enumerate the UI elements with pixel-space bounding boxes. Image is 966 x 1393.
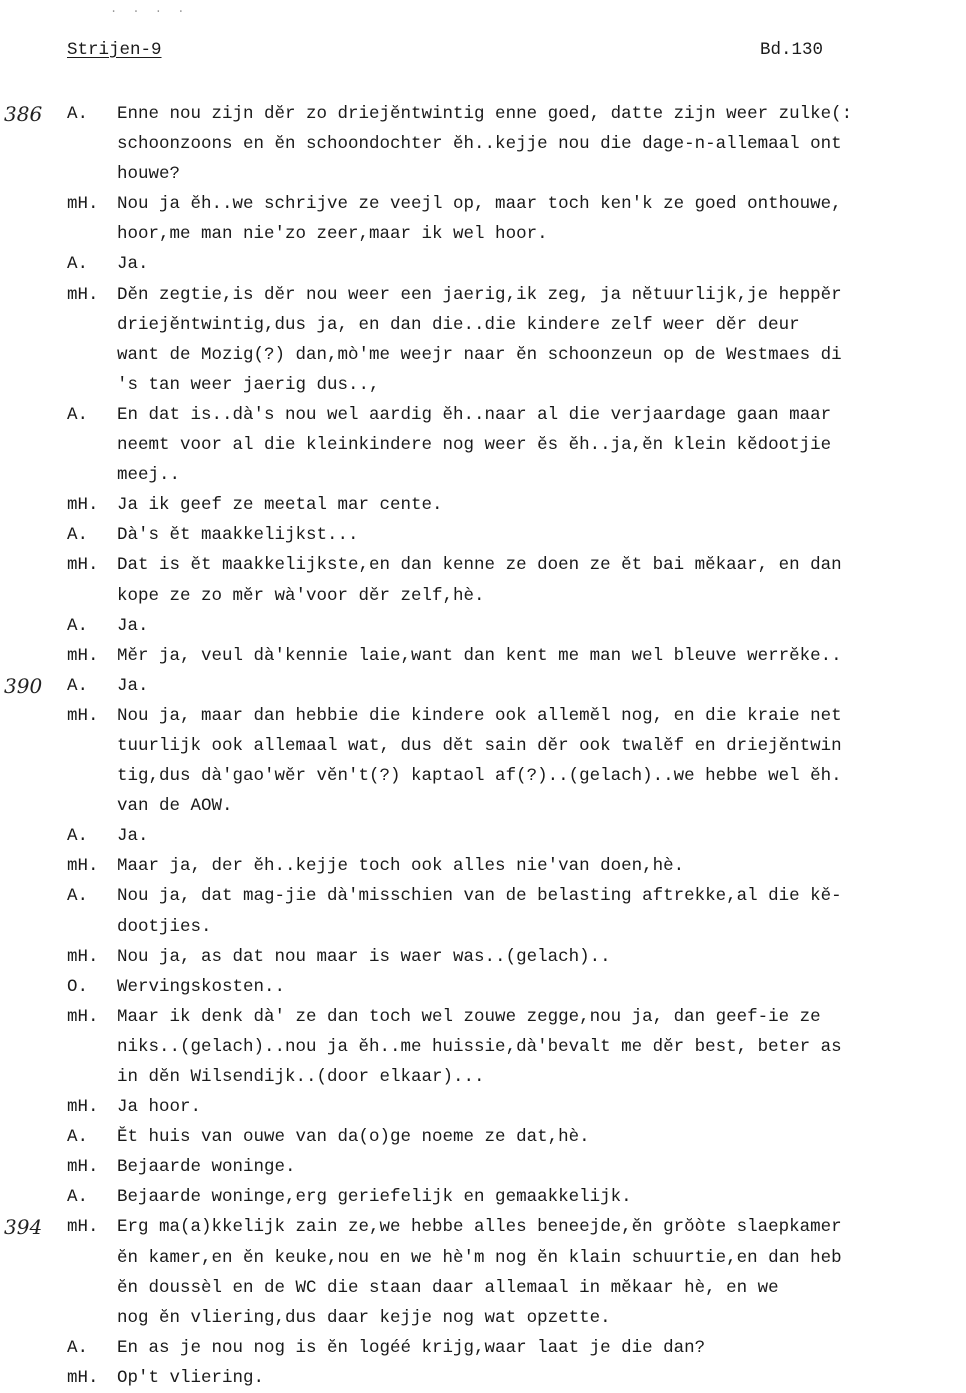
transcript-turn — [0, 1002, 966, 1092]
speaker-label: A. — [67, 104, 89, 124]
speaker-label: A. — [67, 1127, 89, 1148]
utterance — [117, 189, 966, 249]
transcript-turn — [0, 821, 966, 851]
utterance-line: Dat is ĕt maakkelijkste,en dan kenne ze doen ze ĕt bai mĕkaar, en dan — [117, 555, 842, 576]
utterance-line: Bejaarde woninge. — [117, 1157, 296, 1178]
utterance — [117, 821, 966, 851]
transcript-turn — [0, 641, 966, 671]
utterance-line: Enne nou zijn dĕr zo driejĕntwintig enne goed, datte zijn weer zulke(: — [117, 104, 853, 124]
utterance-line: Nou ja, maar dan hebbie die kindere ook allemĕl nog, en die kraie net — [117, 705, 842, 726]
speaker-label: A. — [67, 1187, 89, 1208]
transcript-turn — [0, 550, 966, 610]
document-title: Strijen-9 — [67, 40, 162, 60]
utterance-line: meej.. — [117, 465, 181, 486]
transcript-turn — [0, 1333, 966, 1363]
transcript-turn — [0, 1122, 966, 1152]
utterance — [117, 1122, 966, 1152]
utterance — [117, 1363, 966, 1393]
speaker-label: mH. — [67, 946, 99, 967]
transcript-turn — [0, 99, 966, 189]
page-reference: Bd.130 — [760, 40, 824, 60]
speaker-label: mH. — [67, 856, 99, 877]
utterance-line: van de AOW. — [117, 796, 233, 817]
utterance — [117, 881, 966, 941]
speaker-label: A. — [67, 404, 89, 425]
utterance-line: Op't vliering. — [117, 1367, 265, 1388]
margin-line-number: 394 — [4, 1215, 43, 1240]
speaker-label: mH. — [67, 555, 99, 576]
speaker-label: O. — [67, 976, 89, 997]
transcript-turn — [0, 671, 966, 701]
utterance — [117, 490, 966, 520]
speaker-label: A. — [67, 886, 89, 907]
utterance — [117, 1092, 966, 1122]
utterance — [117, 1002, 966, 1092]
margin-line-number: 386 — [4, 102, 43, 126]
utterance-line: Dĕn zegtie,is dĕr nou weer een jaerig,ik zeg, ja nĕtuurlijk,je heppĕr — [117, 284, 842, 305]
utterance-line: Nou ja ĕh..we schrijve ze veejl op, maar toch ken'k ze goed onthouwe, — [117, 194, 842, 215]
speaker-label: A. — [67, 525, 89, 546]
utterance-line: neemt voor al die kleinkindere nog weer ĕs ĕh..ja,ĕn klein kĕdootjie — [117, 435, 832, 456]
transcript-turn — [0, 1182, 966, 1212]
margin-line-number: 390 — [4, 673, 43, 698]
transcript-turn — [0, 611, 966, 641]
speaker-label: mH. — [67, 194, 99, 215]
utterance — [117, 851, 966, 881]
utterance-line: tig,dus dà'gao'wĕr vĕn't(?) kaptaol af(?)..(gelach)..we hebbe wel ĕh. — [117, 766, 842, 787]
utterance-line: Nou ja, dat mag-jie dà'misschien van de belasting aftrekke,al die kĕ- — [117, 886, 842, 907]
utterance — [117, 1152, 966, 1182]
utterance-line: Maar ja, der ĕh..kejje toch ook alles nie'van doen,hè. — [117, 856, 685, 877]
transcript-turn — [0, 972, 966, 1002]
utterance-line: schoonzoons en ĕn schoondochter ĕh..kejje nou die dage-n-allemaal ont — [117, 134, 842, 155]
utterance-line: want de Mozig(?) dan,mò'me weejr naar ĕn schoonzeun op de Westmaes di — [117, 344, 842, 365]
utterance-line: 's tan weer jaerig dus.., — [117, 374, 380, 395]
utterance-line: Ja hoor. — [117, 1097, 202, 1118]
speaker-label: mH. — [67, 495, 99, 516]
speaker-label: mH. — [67, 705, 99, 726]
transcript-turn — [0, 942, 966, 972]
utterance — [117, 671, 966, 701]
utterance — [117, 520, 966, 550]
utterance-line: Ja. — [117, 615, 149, 636]
speaker-label: mH. — [67, 1157, 99, 1178]
speaker-label: A. — [67, 1337, 89, 1358]
utterance-line: niks..(gelach)..nou ja ĕh..me huissie,dà'bevalt me dĕr best, beter as — [117, 1036, 842, 1057]
utterance-line: nog ĕn vliering,dus daar kejje nog wat opzette. — [117, 1307, 611, 1328]
utterance-line: ĕn kamer,en ĕn keuke,nou en we hè'm nog ĕn klain schuurtie,en dan heb — [117, 1247, 842, 1268]
transcript-turn — [0, 189, 966, 249]
transcript-turn — [0, 1363, 966, 1393]
utterance-line: houwe? — [117, 164, 181, 185]
speaker-label: mH. — [67, 1097, 99, 1118]
utterance — [117, 701, 966, 821]
top-marks: . . . . — [110, 2, 189, 16]
transcript-turn — [0, 1152, 966, 1182]
transcript-turn — [0, 249, 966, 279]
utterance-line: driejĕntwintig,dus ja, en dan die..die kindere zelf weer dĕr deur — [117, 314, 800, 335]
speaker-label: mH. — [67, 1367, 99, 1388]
transcript-turn — [0, 1092, 966, 1122]
transcript-turn — [0, 701, 966, 821]
utterance — [117, 280, 966, 400]
utterance-line: Nou ja, as dat nou maar is waer was..(gelach).. — [117, 946, 611, 967]
speaker-label: mH. — [67, 645, 99, 666]
speaker-label: mH. — [67, 1217, 99, 1238]
utterance-line: Ja. — [117, 826, 149, 847]
utterance — [117, 99, 966, 189]
transcript-turn — [0, 490, 966, 520]
utterance — [117, 400, 966, 490]
utterance-line: Wervingskosten.. — [117, 976, 286, 997]
speaker-label: mH. — [67, 284, 99, 305]
utterance — [117, 641, 966, 671]
utterance — [117, 249, 966, 279]
utterance-line: Bejaarde woninge,erg geriefelijk en gemaakkelijk. — [117, 1187, 632, 1208]
utterance — [117, 972, 966, 1002]
utterance-line: tuurlijk ook allemaal wat, dus dĕt sain dĕr ook twalĕf en driejĕntwin — [117, 735, 842, 756]
speaker-label: A. — [67, 675, 89, 696]
speaker-label: A. — [67, 826, 89, 847]
utterance — [117, 550, 966, 610]
transcript-turn — [0, 1212, 966, 1332]
utterance-line: kope ze zo mĕr wà'voor dĕr zelf,hè. — [117, 585, 485, 606]
utterance-line: En dat is..dà's nou wel aardig ĕh..naar al die verjaardage gaan maar — [117, 404, 832, 425]
utterance — [117, 1333, 966, 1363]
utterance — [117, 1212, 966, 1332]
utterance — [117, 942, 966, 972]
utterance-line: in dĕn Wilsendijk..(door elkaar)... — [117, 1067, 485, 1087]
utterance — [117, 1182, 966, 1212]
transcript — [0, 99, 966, 1393]
speaker-label: A. — [67, 254, 89, 275]
utterance-line: Ja. — [117, 675, 149, 696]
utterance-line: Maar ik denk dà' ze dan toch wel zouwe zegge,nou ja, dan geef-ie ze — [117, 1006, 821, 1027]
utterance-line: Ja. — [117, 254, 149, 275]
speaker-label: mH. — [67, 1006, 99, 1027]
transcript-turn — [0, 400, 966, 490]
utterance-line: dootjies. — [117, 916, 212, 937]
utterance-line: Ja ik geef ze meetal mar cente. — [117, 495, 443, 516]
utterance — [117, 611, 966, 641]
utterance-line: Erg ma(a)kkelijk zain ze,we hebbe alles beneejde,ĕn grŏòte slaepkamer — [117, 1217, 842, 1238]
transcript-turn — [0, 280, 966, 400]
utterance-line: ĕn doussèl en de WC die staan daar allemaal in mĕkaar hè, en we — [117, 1277, 779, 1298]
transcript-turn — [0, 881, 966, 941]
utterance-line: Dà's ĕt maakkelijkst... — [117, 525, 359, 546]
transcript-turn — [0, 851, 966, 881]
utterance-line: Ĕt huis van ouwe van da(o)ge noeme ze dat,hè. — [117, 1127, 590, 1148]
utterance-line: hoor,me man nie'zo zeer,maar ik wel hoor. — [117, 224, 548, 245]
utterance-line: Mĕr ja, veul dà'kennie laie,want dan kent me man wel bleuve werrĕke.. — [117, 645, 842, 666]
speaker-label: A. — [67, 615, 89, 636]
utterance-line: En as je nou nog is ĕn logéé krijg,waar laat je die dan? — [117, 1337, 706, 1358]
transcript-turn — [0, 520, 966, 550]
